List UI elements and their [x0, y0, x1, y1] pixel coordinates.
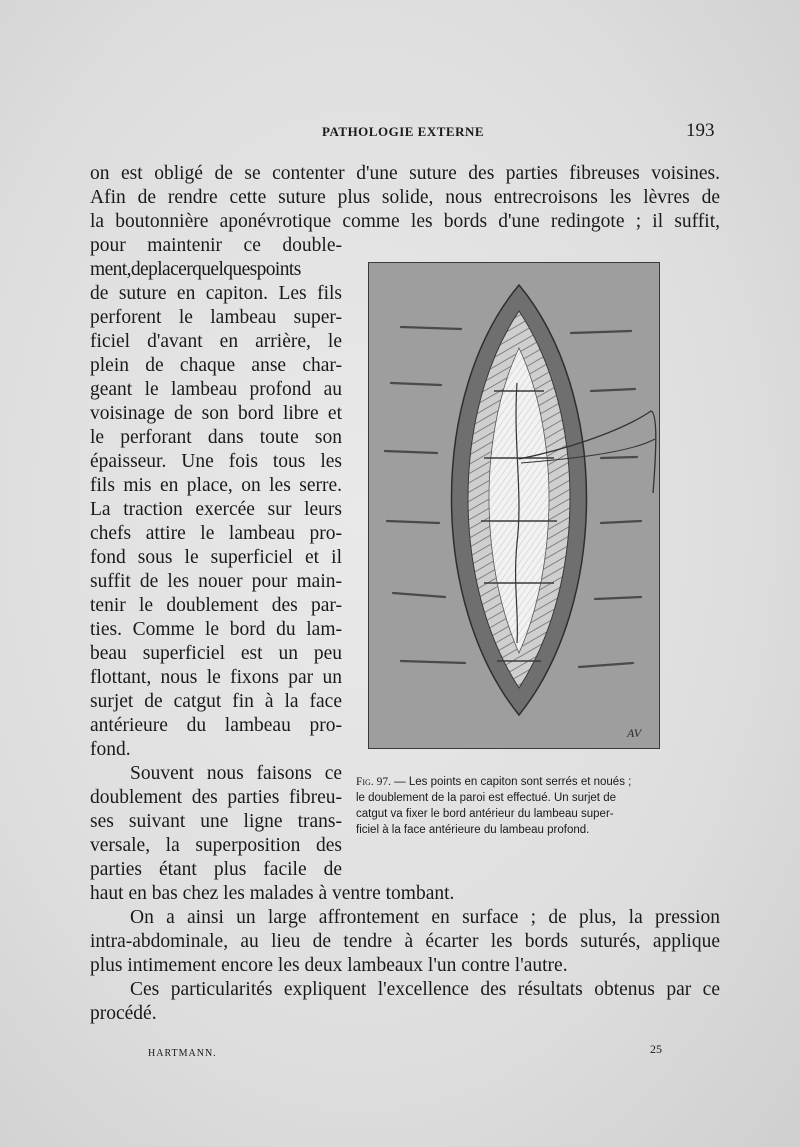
body-line: suffit de les nouer pour main-: [90, 571, 342, 592]
caption-line: ficiel à la face antérieure du lambeau profond.: [356, 824, 590, 836]
body-line: plus intimement encore les deux lambeaux l'un contre l'autre.: [90, 955, 568, 976]
caption-line: [356, 774, 716, 790]
body-line: le perforant dans toute son: [90, 427, 342, 448]
body-line: fond.: [90, 739, 131, 760]
body-line: de suture en capiton. Les fils: [90, 283, 342, 304]
body-line: intra-abdominale, au lieu de tendre à écarter les bords suturés, applique: [90, 931, 720, 952]
body-line: voisinage de son bord libre et: [90, 403, 342, 424]
signature-mark: 25: [650, 1042, 662, 1056]
thread-end: [571, 331, 631, 333]
body-line: pour maintenir ce double-: [90, 235, 342, 256]
thread-end: [391, 383, 441, 385]
surgical-illustration: [368, 262, 660, 749]
body-line: procédé.: [90, 1003, 157, 1024]
body-line: la boutonnière aponévrotique comme les bords d'une redingote ; il suffit,: [90, 211, 720, 232]
artist-signature: AV: [627, 726, 642, 740]
figure-caption: [356, 774, 716, 838]
body-line: Souvent nous faisons ce: [130, 763, 342, 784]
body-line: on est obligé de se contenter d'une suture des parties fibreuses voisines.: [90, 163, 720, 184]
body-line: tenir le doublement des par-: [90, 595, 342, 616]
body-line: On a ainsi un large affrontement en surface ; de plus, la pression: [130, 907, 720, 928]
thread-end: [393, 593, 445, 597]
suture-drawing: [369, 263, 659, 748]
footer-author: HARTMANN.: [148, 1048, 217, 1059]
thread-end: [601, 457, 637, 458]
body-line: beau superficiel est un peu: [90, 643, 342, 664]
thread-end: [401, 661, 465, 663]
body-line: ties. Comme le bord du lam-: [90, 619, 342, 640]
thread-end: [401, 327, 461, 329]
body-line: versale, la superposition des: [90, 835, 342, 856]
body-line: surjet de catgut fin à la face: [90, 691, 342, 712]
thread-end: [601, 521, 641, 523]
thread-end: [385, 451, 437, 453]
body-line: épaisseur. Une fois tous les: [90, 451, 342, 472]
body-line: perforent le lambeau super-: [90, 307, 342, 328]
body-line: fond sous le superficiel et il: [90, 547, 342, 568]
body-line: geant le lambeau profond au: [90, 379, 342, 400]
body-line: fils mis en place, on les serre.: [90, 475, 342, 496]
caption-line: le doublement de la paroi est effectué. Un surjet de: [356, 792, 616, 804]
body-line: plein de chaque anse char-: [90, 355, 342, 376]
body-line: flottant, nous le fixons par un: [90, 667, 342, 688]
page-number: 193: [686, 120, 715, 141]
running-title: PATHOLOGIE EXTERNE: [322, 124, 485, 139]
caption-line: catgut va fixer le bord antérieur du lambeau super-: [356, 808, 614, 820]
body-line: ficiel d'avant en arrière, le: [90, 331, 342, 352]
body-line: Ces particularités expliquent l'excellence des résultats obtenus par ce: [130, 979, 720, 1000]
caption-figure-number: Fig. 97.: [356, 776, 391, 788]
thread-end: [579, 663, 633, 667]
caption-text: — Les points en capiton sont serrés et noués ;: [390, 776, 632, 788]
body-line: chefs attire le lambeau pro-: [90, 523, 342, 544]
body-line: ses suivant une ligne trans-: [90, 811, 342, 832]
body-line: La traction exercée sur leurs: [90, 499, 342, 520]
body-line: ment,deplacerquelquespoints: [90, 259, 301, 280]
body-line: parties étant plus facile de: [90, 859, 342, 880]
body-line: antérieure du lambeau pro-: [90, 715, 342, 736]
body-line: doublement des parties fibreu-: [90, 787, 342, 808]
body-line: Afin de rendre cette suture plus solide, nous entrecroisons les lèvres de: [90, 187, 720, 208]
thread-end: [595, 597, 641, 599]
body-line: haut en bas chez les malades à ventre tombant.: [90, 883, 455, 904]
thread-end: [387, 521, 439, 523]
thread-end: [591, 389, 635, 391]
